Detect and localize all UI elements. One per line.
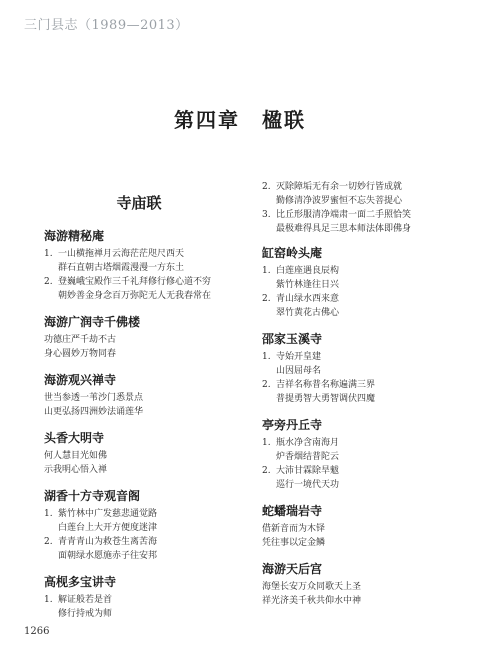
couplet-line: 大沛甘霖除旱魃 xyxy=(276,466,340,476)
couplet xyxy=(262,264,452,292)
temple-entry xyxy=(44,371,234,419)
temple-entry xyxy=(262,502,452,550)
temple-entry xyxy=(44,487,234,563)
right-column xyxy=(262,180,452,618)
couplet xyxy=(262,180,452,208)
couplet xyxy=(44,247,234,275)
couplet xyxy=(44,449,234,477)
temple-entry xyxy=(44,429,234,477)
couplet-lines xyxy=(276,264,452,292)
couplet-line: 解证般若是首 xyxy=(58,595,113,605)
temple-name: 缸窑岭头庵 xyxy=(262,246,323,260)
couplet xyxy=(262,580,452,608)
section-title: 寺庙联 xyxy=(116,194,162,212)
temple-name: 亭旁丹丘寺 xyxy=(262,418,323,432)
couplet-lines xyxy=(276,180,452,208)
temple-name: 高枧多宝讲寺 xyxy=(44,575,117,589)
couplet-line: 山更弘扬四洲妙法诵莲华 xyxy=(44,407,144,417)
couplet xyxy=(44,507,234,535)
temple-name: 海游观兴禅寺 xyxy=(44,373,117,387)
couplet-line: 青山绿水西来意 xyxy=(276,294,340,304)
temple-entry xyxy=(262,244,452,320)
couplet-lines xyxy=(262,522,452,550)
temple-name: 邵家玉溪寺 xyxy=(262,332,323,346)
left-temple-list xyxy=(44,227,234,621)
couplet-lines xyxy=(276,208,452,236)
couplet-number: 1. xyxy=(44,509,53,519)
couplet-line: 祥光济美千秋共仰水中神 xyxy=(262,596,362,606)
couplet xyxy=(44,535,234,563)
couplet-lines xyxy=(44,391,234,419)
couplet xyxy=(262,350,452,378)
couplet-line: 青青青山为救苍生离苦海 xyxy=(58,537,158,547)
couplet xyxy=(262,292,452,320)
couplet-lines xyxy=(58,247,234,275)
continued-couplets xyxy=(262,180,452,236)
right-temple-list xyxy=(262,244,452,608)
temple-entry xyxy=(44,227,234,303)
couplet-number: 1. xyxy=(262,352,271,362)
couplet-line: 凭往事以定金鳞 xyxy=(262,538,326,548)
couplet-lines xyxy=(276,292,452,320)
left-column xyxy=(44,180,234,631)
temple-entry xyxy=(262,416,452,492)
couplet-line: 山因屈母名 xyxy=(276,366,322,376)
couplet-lines xyxy=(276,436,452,464)
couplet-line: 普提勇智大勇智调伏四魔 xyxy=(276,394,376,404)
couplet-line: 一山横拖禅月云海茫茫咫尺西天 xyxy=(58,249,185,259)
couplet-number: 2. xyxy=(262,294,271,304)
temple-entry xyxy=(262,560,452,608)
couplet-number: 1. xyxy=(262,438,271,448)
couplet-lines xyxy=(58,593,234,621)
temple-name: 头香大明寺 xyxy=(44,431,105,445)
couplet xyxy=(262,464,452,492)
couplet-line: 借新音而为木铎 xyxy=(262,524,326,534)
couplet xyxy=(262,436,452,464)
couplet-line: 灭除障垢无有余一切妙行皆成就 xyxy=(276,182,403,192)
temple-entry xyxy=(44,573,234,621)
couplet-lines xyxy=(44,449,234,477)
couplet-line: 登巍峨宝殿作三千礼拜修行修心道不穷 xyxy=(58,277,212,287)
temple-entry xyxy=(44,313,234,361)
couplet-line: 朝妙善金身念百万弥陀无人无我春常在 xyxy=(58,291,212,301)
couplet-line: 最极难得具足三思本师法体即佛身 xyxy=(276,224,412,234)
couplet-line: 白莲座遇良辰构 xyxy=(276,266,340,276)
couplet-line: 功德庄严千劫不古 xyxy=(44,335,117,345)
couplet xyxy=(44,391,234,419)
couplet-line: 白莲台上大开方便度迷津 xyxy=(58,523,158,533)
couplet-line: 炉香烟结普陀云 xyxy=(276,452,340,462)
couplet-line: 瓶水净含南海月 xyxy=(276,438,340,448)
couplet-line: 修行持戒为师 xyxy=(58,609,113,619)
couplet-line: 身心圆妙万物同春 xyxy=(44,349,117,359)
couplet-line: 紫竹林逢往日兴 xyxy=(276,280,340,290)
couplet-number: 1. xyxy=(262,266,271,276)
couplet-line: 寺始开皇建 xyxy=(276,352,322,362)
couplet-lines xyxy=(58,507,234,535)
couplet-line: 勤修清净波罗蜜恒不忘失菩提心 xyxy=(276,196,403,206)
couplet-lines xyxy=(276,464,452,492)
temple-name: 蛇蟠瑞岩寺 xyxy=(262,504,323,518)
couplet xyxy=(44,275,234,303)
couplet-lines xyxy=(58,275,234,303)
temple-entry xyxy=(262,330,452,406)
couplet-number: 1. xyxy=(44,595,53,605)
couplet xyxy=(262,522,452,550)
running-head: 三门县志（1989—2013） xyxy=(24,18,189,33)
couplet xyxy=(262,378,452,406)
couplet-number: 2. xyxy=(262,182,271,192)
couplet-line: 面朝绿水愿施赤子往安邦 xyxy=(58,551,158,561)
page-number: 1266 xyxy=(24,626,50,637)
couplet-number: 2. xyxy=(44,537,53,547)
couplet-lines xyxy=(276,378,452,406)
temple-name: 海游精秘庵 xyxy=(44,229,105,243)
couplet-line: 紫竹林中广发慈悲通觉路 xyxy=(58,509,158,519)
couplet-lines xyxy=(58,535,234,563)
couplet-line: 示我明心悟入禅 xyxy=(44,465,108,475)
couplet-number: 2. xyxy=(44,277,53,287)
couplet-line: 巡行一境代天功 xyxy=(276,480,340,490)
couplet xyxy=(44,593,234,621)
couplet xyxy=(262,208,452,236)
temple-name: 海游广润寺千佛楼 xyxy=(44,315,141,329)
couplet-line: 海堡长安万众同歌天上圣 xyxy=(262,582,362,592)
couplet-lines xyxy=(276,350,452,378)
chapter-title: 第四章 楹联 xyxy=(174,108,306,132)
couplet-lines xyxy=(44,333,234,361)
couplet-number: 1. xyxy=(44,249,53,259)
couplet-number: 2. xyxy=(262,380,271,390)
temple-name: 海游天后宫 xyxy=(262,562,323,576)
couplet-number: 2. xyxy=(262,466,271,476)
couplet-lines xyxy=(262,580,452,608)
couplet-number: 3. xyxy=(262,210,271,220)
temple-name: 湖香十方寺观音阁 xyxy=(44,489,141,503)
couplet-line: 翠竹黄花古佛心 xyxy=(276,308,340,318)
couplet xyxy=(44,333,234,361)
couplet-line: 比丘形服清净端肃一面二手照恰笑 xyxy=(276,210,412,220)
couplet-line: 吉祥名称普名称遍满三界 xyxy=(276,380,376,390)
couplet-line: 何人慧目光如佛 xyxy=(44,451,108,461)
couplet-line: 世当参透一苇沙门悉景点 xyxy=(44,393,144,403)
couplet-line: 群石直朝古塔烟霞漫漫一方东土 xyxy=(58,263,185,273)
